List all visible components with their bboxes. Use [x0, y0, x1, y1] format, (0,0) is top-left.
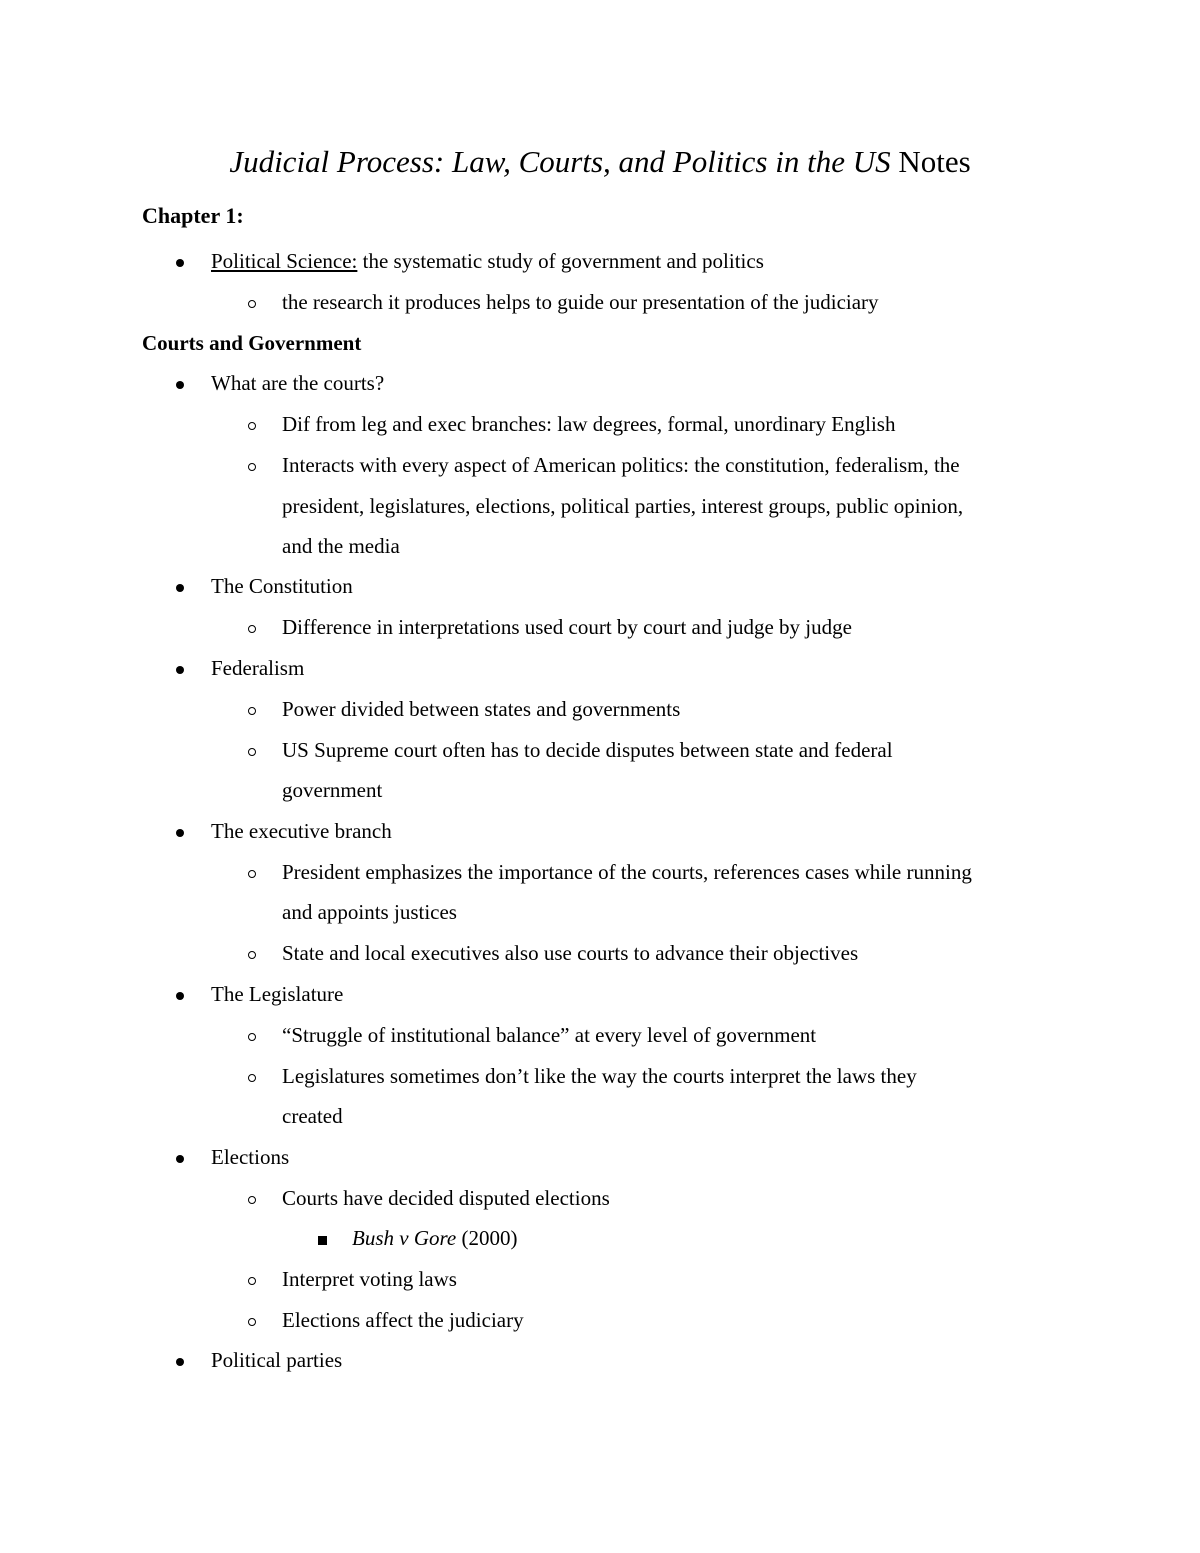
list-item: What are the courts?	[211, 371, 385, 395]
list-item: Dif from leg and exec branches: law degrees, formal, unordinary English	[282, 412, 896, 436]
list-item: the research it produces helps to guide our presentation of the judiciary	[282, 290, 879, 314]
circle-bullet-icon	[248, 1061, 256, 1091]
list-item: The Constitution	[211, 574, 353, 598]
bullet-icon	[176, 979, 184, 1009]
list-item: Difference in interpretations used court by court and judge by judge	[282, 615, 852, 639]
case-year: (2000)	[456, 1226, 518, 1250]
list-item: US Supreme court often has to decide disputes between state and federal	[282, 738, 893, 762]
list-item: Political parties	[211, 1348, 343, 1372]
list-item: “Struggle of institutional balance” at every level of government	[282, 1023, 817, 1047]
list-item: Power divided between states and governments	[282, 697, 681, 721]
list-item-continuation: and the media	[282, 534, 400, 558]
list-item: Elections	[211, 1145, 290, 1169]
term-political-science: Political Science:	[211, 249, 358, 273]
circle-bullet-icon	[248, 1183, 256, 1213]
definition-text: the systematic study of government and politics	[357, 249, 764, 273]
list-item: Interpret voting laws	[282, 1267, 457, 1291]
circle-bullet-icon	[248, 735, 256, 765]
list-item-continuation: government	[282, 778, 383, 802]
section-heading: Courts and Government	[142, 331, 362, 355]
circle-bullet-icon	[248, 612, 256, 642]
list-item: Legislatures sometimes don’t like the way the courts interpret the laws they	[282, 1064, 917, 1088]
bullet-icon	[176, 816, 184, 846]
title-italic: Judicial Process: Law, Courts, and Politics in the US	[229, 144, 891, 179]
circle-bullet-icon	[248, 1020, 256, 1050]
list-item-continuation: and appoints justices	[282, 900, 457, 924]
list-item: The Legislature	[211, 982, 344, 1006]
circle-bullet-icon	[248, 287, 256, 317]
list-item: Federalism	[211, 656, 305, 680]
list-item-continuation: created	[282, 1104, 343, 1128]
list-item: Elections affect the judiciary	[282, 1308, 524, 1332]
page-title	[0, 140, 1200, 184]
list-item: The executive branch	[211, 819, 392, 843]
list-item-continuation: president, legislatures, elections, political parties, interest groups, public opinion,	[282, 494, 964, 518]
circle-bullet-icon	[248, 694, 256, 724]
circle-bullet-icon	[248, 857, 256, 887]
square-bullet-icon	[318, 1223, 327, 1253]
bullet-icon	[176, 1345, 184, 1375]
bullet-icon	[176, 246, 184, 276]
list-item	[211, 246, 764, 276]
bullet-icon	[176, 368, 184, 398]
bullet-icon	[176, 1142, 184, 1172]
circle-bullet-icon	[248, 450, 256, 480]
circle-bullet-icon	[248, 938, 256, 968]
circle-bullet-icon	[248, 1305, 256, 1335]
chapter-heading: Chapter 1:	[142, 203, 244, 228]
list-item	[352, 1223, 517, 1253]
bullet-icon	[176, 571, 184, 601]
case-name: Bush v Gore	[352, 1226, 457, 1250]
title-plain: Notes	[890, 144, 971, 179]
circle-bullet-icon	[248, 409, 256, 439]
list-item: Interacts with every aspect of American politics: the constitution, federalism, the	[282, 453, 960, 477]
list-item: President emphasizes the importance of the courts, references cases while running	[282, 860, 972, 884]
circle-bullet-icon	[248, 1264, 256, 1294]
list-item: Courts have decided disputed elections	[282, 1186, 610, 1210]
bullet-icon	[176, 653, 184, 683]
list-item: State and local executives also use courts to advance their objectives	[282, 941, 859, 965]
